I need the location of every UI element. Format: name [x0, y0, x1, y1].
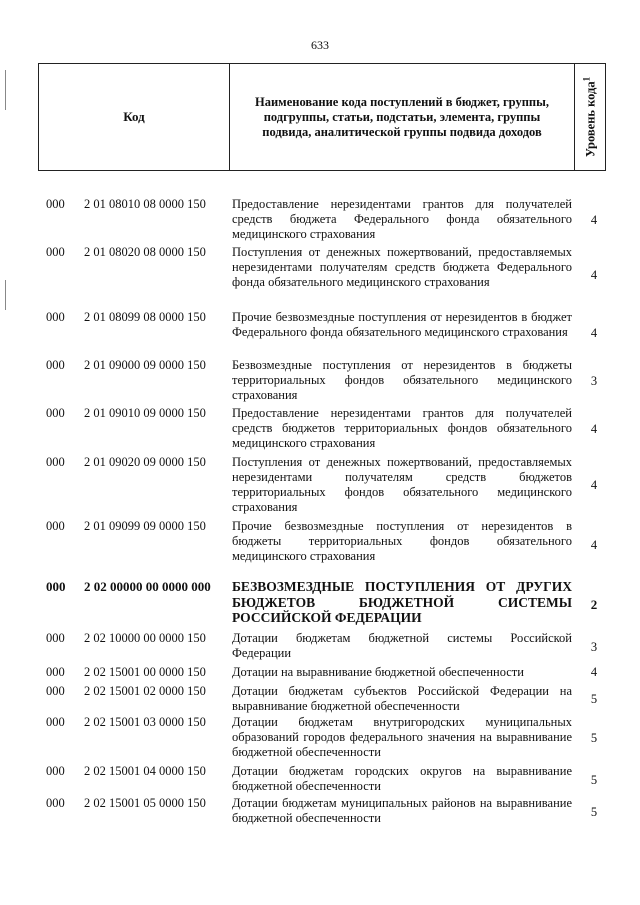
header-level-label: Уровень кода	[583, 81, 598, 158]
row-name: Дотации бюджетам бюджетной системы Российской Федерации	[232, 631, 572, 660]
row-admin-code: 000	[46, 245, 65, 259]
row-name: Предоставление нерезидентами грантов для получателей средств бюджета Федерального фонда обязательного медицинского страхования	[232, 197, 572, 241]
row-level: 4	[590, 268, 598, 282]
row-level: 2	[590, 597, 598, 612]
row-name: Поступления от денежных пожертвований, предоставляемых нерезидентами получателям средств бюджетов территориальных фондов обязательного медицинского страхования	[232, 455, 572, 514]
row-code: 2 01 08099 08 0000 150	[84, 310, 206, 324]
row-level: 3	[590, 640, 598, 654]
row-code: 2 02 10000 00 0000 150	[84, 631, 206, 645]
row-code: 2 02 15001 02 0000 150	[84, 684, 206, 698]
row-code: 2 01 09000 09 0000 150	[84, 358, 206, 372]
row-level: 3	[590, 374, 598, 388]
row-admin-code: 000	[46, 197, 65, 211]
row-level: 4	[590, 326, 598, 340]
row-code: 2 02 15001 04 0000 150	[84, 764, 206, 778]
row-code: 2 01 09099 09 0000 150	[84, 519, 206, 533]
row-admin-code: 000	[46, 764, 65, 778]
row-level: 5	[590, 805, 598, 819]
row-level: 4	[590, 478, 598, 492]
row-level: 4	[590, 422, 598, 436]
row-admin-code: 000	[46, 665, 65, 679]
row-admin-code: 000	[46, 684, 65, 698]
row-level: 5	[590, 731, 598, 745]
row-admin-code: 000	[46, 796, 65, 810]
row-code: 2 02 00000 00 0000 000	[84, 579, 211, 594]
row-admin-code: 000	[46, 455, 65, 469]
row-admin-code: 000	[46, 358, 65, 372]
row-admin-code: 000	[46, 715, 65, 729]
row-level: 4	[590, 538, 598, 552]
row-name: Прочие безвозмездные поступления от нерезидентов в бюджеты территориальных фондов обязательного медицинского страхования	[232, 519, 572, 563]
row-name: Дотации бюджетам субъектов Российской Федерации на выравнивание бюджетной обеспеченности	[232, 684, 572, 713]
row-code: 2 01 09020 09 0000 150	[84, 455, 206, 469]
row-code: 2 01 09010 09 0000 150	[84, 406, 206, 420]
row-level: 4	[590, 213, 598, 227]
row-name: Поступления от денежных пожертвований, предоставляемых нерезидентами получателям средств бюджета Федерального фонда обязательного медицинского страхования	[232, 245, 572, 289]
header-level-text	[581, 77, 598, 157]
row-name: Дотации бюджетам муниципальных районов на выравнивание бюджетной обеспеченности	[232, 796, 572, 825]
row-admin-code: 000	[46, 519, 65, 533]
header-level-footnote: 1	[581, 76, 592, 82]
row-admin-code: 000	[46, 631, 65, 645]
row-name: Дотации бюджетам городских округов на выравнивание бюджетной обеспеченности	[232, 764, 572, 793]
row-name: Дотации на выравнивание бюджетной обеспеченности	[232, 665, 524, 679]
header-code: Код	[39, 64, 230, 170]
row-name: Дотации бюджетам внутригородских муниципальных образований городов федерального значения на выравнивание бюджетной обеспеченности	[232, 715, 572, 759]
row-admin-code: 000	[46, 406, 65, 420]
table-header	[38, 63, 606, 171]
row-level: 5	[590, 692, 598, 706]
header-level	[575, 64, 605, 170]
page-number: 633	[311, 38, 329, 52]
header-name: Наименование кода поступлений в бюджет, группы, подгруппы, статьи, подстатьи, элемента, группы подвида, аналитической группы подвида доходов	[230, 64, 575, 170]
margin-mark	[5, 280, 6, 310]
row-code: 2 02 15001 03 0000 150	[84, 715, 206, 729]
row-name: БЕЗВОЗМЕЗДНЫЕ ПОСТУПЛЕНИЯ ОТ ДРУГИХ БЮДЖЕТОВ БЮДЖЕТНОЙ СИСТЕМЫ РОССИЙСКОЙ ФЕДЕРАЦИИ	[232, 579, 572, 625]
row-name: Прочие безвозмездные поступления от нерезидентов в бюджет Федерального фонда обязательного медицинского страхования	[232, 310, 572, 339]
row-level: 5	[590, 773, 598, 787]
row-code: 2 02 15001 05 0000 150	[84, 796, 206, 810]
row-name: Предоставление нерезидентами грантов для получателей средств бюджетов территориальных фондов обязательного медицинского страхования	[232, 406, 572, 450]
row-name: Безвозмездные поступления от нерезидентов в бюджеты территориальных фондов обязательного медицинского страхования	[232, 358, 572, 402]
row-level: 4	[590, 665, 598, 679]
row-code: 2 01 08010 08 0000 150	[84, 197, 206, 211]
margin-mark	[5, 70, 6, 110]
row-admin-code: 000	[46, 579, 66, 594]
row-admin-code: 000	[46, 310, 65, 324]
row-code: 2 02 15001 00 0000 150	[84, 665, 206, 679]
row-code: 2 01 08020 08 0000 150	[84, 245, 206, 259]
